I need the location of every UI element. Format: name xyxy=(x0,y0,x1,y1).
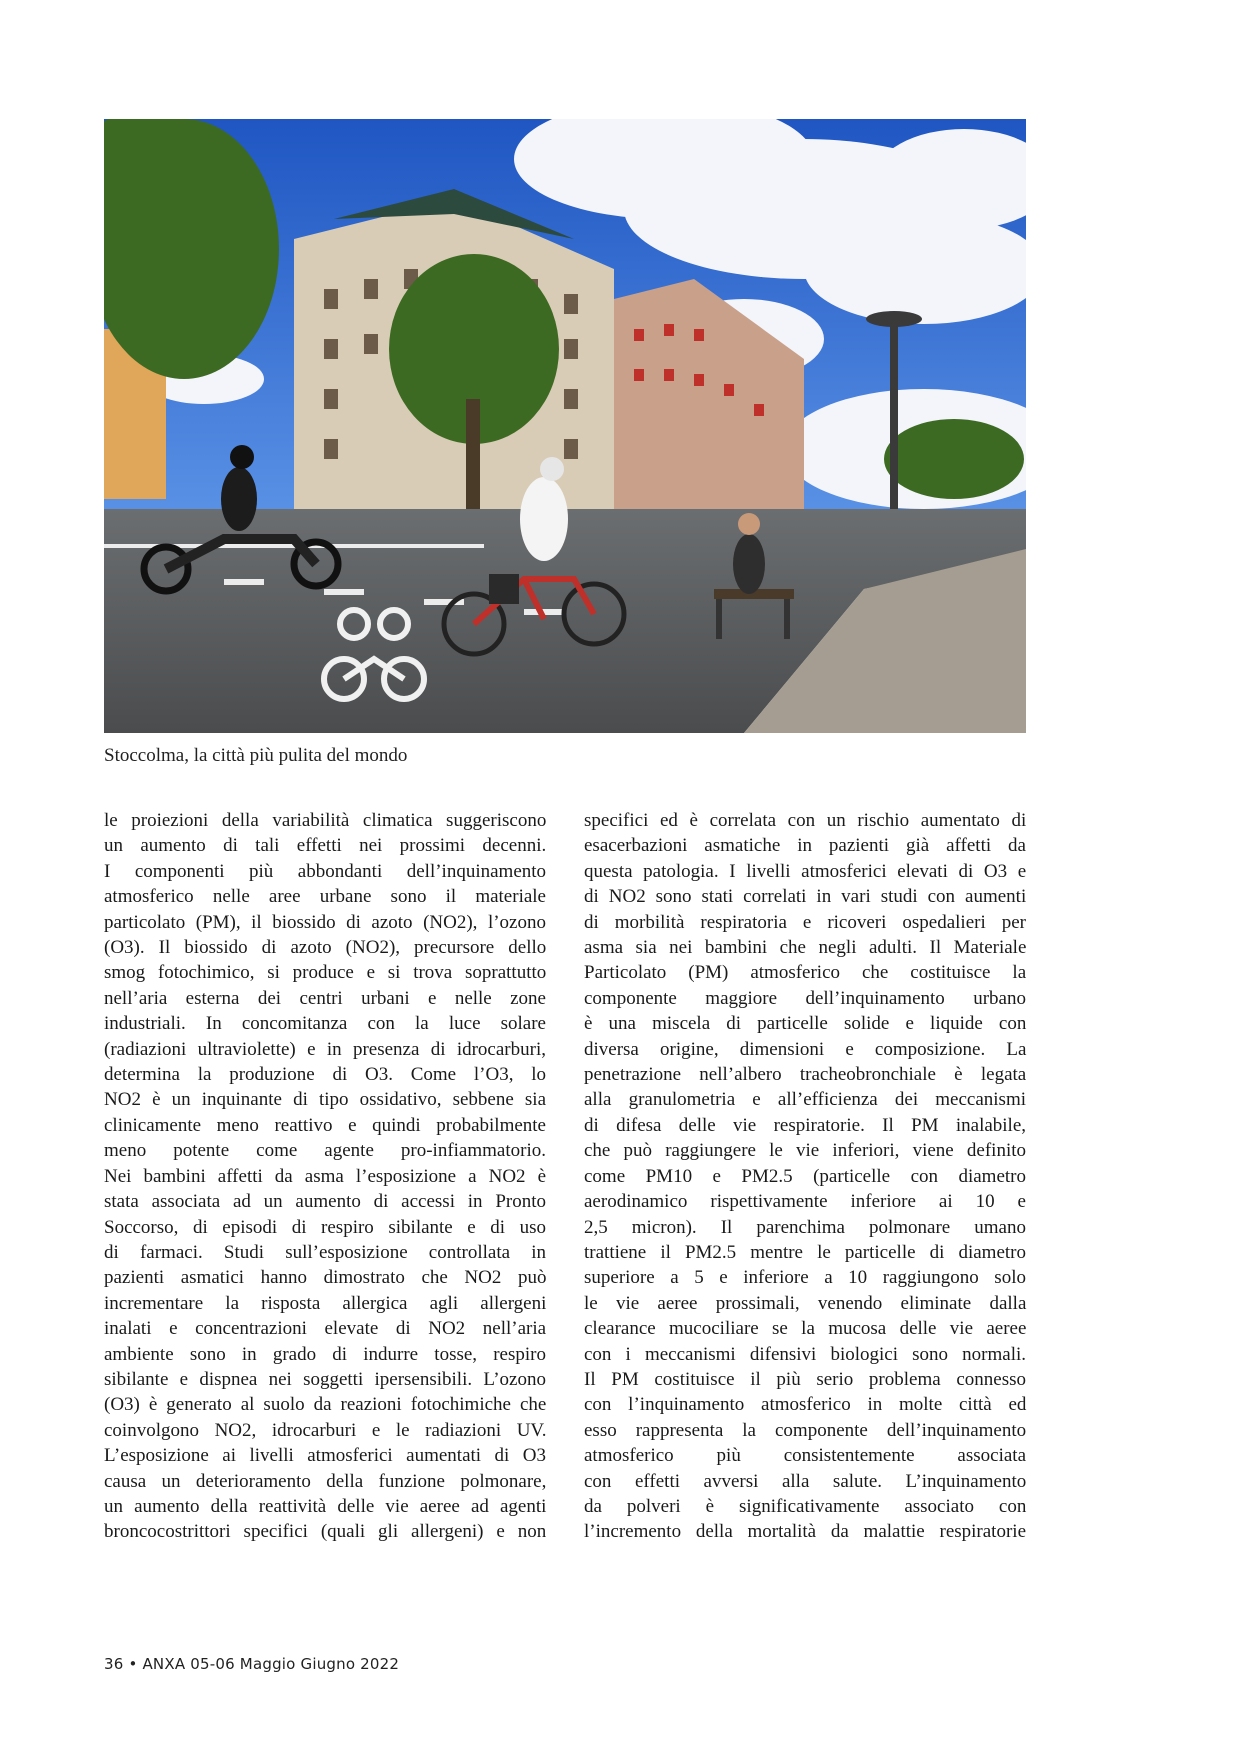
text-line: con l’inquinamento atmosferico in molte città ed xyxy=(584,1394,1027,1416)
text-line: 2,5 micron). Il parenchima polmonare umano xyxy=(584,1216,1026,1238)
text-line: con effetti avversi alla salute. L’inquinamento xyxy=(584,1470,1027,1492)
text-line: questa patologia. I livelli atmosferici elevati di O3 e xyxy=(584,860,1027,882)
text-line: pazienti asmatici hanno dimostrato che NO2 può xyxy=(104,1267,547,1289)
text-line: le proiezioni della variabilità climatica suggeriscono xyxy=(104,810,547,831)
text-line: stata associata ad un aumento di accessi in Pronto xyxy=(104,1191,546,1213)
text-line: Soccorso, di episodi di respiro sibilante e di uso xyxy=(104,1216,546,1238)
page-footer: 36 • ANXA 05-06 Maggio Giugno 2022 xyxy=(104,1655,400,1673)
text-line: NO2 è un inquinante di tipo ossidativo, sebbene sia xyxy=(104,1089,547,1111)
text-line: l’incremento della mortalità da malattie respiratorie xyxy=(584,1521,1026,1543)
text-line: alla granulometria e all’efficienza dei meccanismi xyxy=(584,1089,1026,1111)
text-line: clinicamente meno reattivo e quindi probabilmente xyxy=(104,1114,546,1136)
text-line: un aumento di tali effetti nei prossimi decenni. xyxy=(104,835,547,857)
text-line: smog fotochimico, si produce e si trova soprattutto xyxy=(104,962,547,984)
text-line: causa un deterioramento della funzione polmonare, xyxy=(104,1470,547,1492)
text-line: I componenti più abbondanti dell’inquinamento xyxy=(104,860,547,882)
text-line: componente maggiore dell’inquinamento urbano xyxy=(584,987,1026,1009)
text-line: che può raggiungere le vie inferiori, viene definito xyxy=(584,1140,1027,1162)
text-line: esso rappresenta la componente dell’inquinamento xyxy=(584,1419,1027,1441)
person-bench xyxy=(733,534,765,594)
text-line: (O3). Il biossido di azoto (NO2), precursore dello xyxy=(104,937,547,959)
text-line: (O3) è generato al suolo da reazioni fotochimiche che xyxy=(104,1394,547,1416)
text-line: è una miscela di particelle solide e liquide con xyxy=(584,1013,1027,1035)
text-line: superiore a 5 e inferiore a 10 raggiungono solo xyxy=(584,1267,1026,1289)
text-line: esacerbazioni asmatiche in pazienti già affetti da xyxy=(584,835,1026,857)
text-line: di difesa delle vie respiratorie. Il PM inalabile, xyxy=(584,1114,1027,1136)
text-line: clearance mucociliare se la mucosa delle vie aeree xyxy=(584,1318,1027,1340)
text-line: specifici ed è correlata con un rischio aumentato di xyxy=(584,810,1027,831)
text-line: trattiene il PM2.5 mentre le particelle di diametro xyxy=(584,1241,1026,1263)
text-line: Il PM costituisce il più serio problema connesso xyxy=(584,1368,1026,1390)
text-line: di morbilità respiratoria e ricoveri ospedalieri per xyxy=(584,911,1026,933)
text-line: L’esposizione ai livelli atmosferici aumentati di O3 xyxy=(104,1445,546,1467)
text-line: coinvolgono NO2, idrocarburi e le radiazioni UV. xyxy=(104,1419,547,1441)
text-line: con i meccanismi difensivi biologici sono normali. xyxy=(584,1343,1026,1365)
text-line: Particolato (PM) atmosferico che costituisce la xyxy=(584,962,1027,984)
text-line: ambiente sono in grado di indurre tosse, respiro xyxy=(104,1343,546,1365)
text-line: meno potente come agente pro-infiammatorio. xyxy=(104,1140,546,1162)
stockholm-street-photo xyxy=(104,119,1026,733)
text-line: penetrazione nell’albero tracheobronchiale è legata xyxy=(584,1064,1027,1086)
tree-trunk xyxy=(466,399,480,509)
text-line: incrementare la risposta allergica agli allergeni xyxy=(104,1292,547,1314)
text-line: diversa origine, dimensioni e composizione. La xyxy=(584,1038,1027,1060)
text-line: atmosferico più consistentemente associata xyxy=(584,1445,1026,1467)
text-line: industriali. In concomitanza con la luce solare xyxy=(104,1013,546,1035)
text-line: nell’aria esterna dei centri urbani e nelle zone xyxy=(104,987,546,1009)
photo-caption: Stoccolma, la città più pulita del mondo xyxy=(104,745,408,766)
text-column-left xyxy=(104,808,546,1545)
text-line: sibilante e dispnea nei soggetti ipersensibili. L’ozono xyxy=(104,1368,546,1390)
text-line: determina la produzione di O3. Come l’O3, lo xyxy=(104,1064,546,1086)
text-line: particolato (PM), il biossido di azoto (NO2), l’ozono xyxy=(104,911,546,933)
text-line: broncocostrittori specifici (quali gli allergeni) e non xyxy=(104,1521,547,1543)
text-line: di NO2 sono stati correlati in vari studi con aumenti xyxy=(584,886,1027,908)
text-line: come PM10 e PM2.5 (particelle con diametro xyxy=(584,1165,1026,1187)
text-line: (radiazioni ultraviolette) e in presenza di idrocarburi, xyxy=(104,1038,546,1060)
text-line: aerodinamico rispettivamente inferiore ai 10 e xyxy=(584,1191,1026,1213)
text-line: asma sia nei bambini che negli adulti. Il Materiale xyxy=(584,937,1027,959)
text-column-right xyxy=(584,808,1026,1545)
text-line: le vie aeree prossimali, venendo eliminate dalla xyxy=(584,1292,1027,1314)
text-line: un aumento della reattività delle vie aeree ad agenti xyxy=(104,1495,547,1517)
lamp-head xyxy=(866,311,922,327)
text-line: inalati e concentrazioni elevate di NO2 nell’aria xyxy=(104,1318,547,1340)
text-line: atmosferico nelle aree urbane sono il materiale xyxy=(104,886,546,908)
text-line: da polveri è significativamente associato con xyxy=(584,1495,1027,1517)
text-line: Nei bambini affetti da asma l’esposizione a NO2 è xyxy=(104,1165,546,1187)
text-line: di farmaci. Studi sull’esposizione controllata in xyxy=(104,1241,546,1263)
